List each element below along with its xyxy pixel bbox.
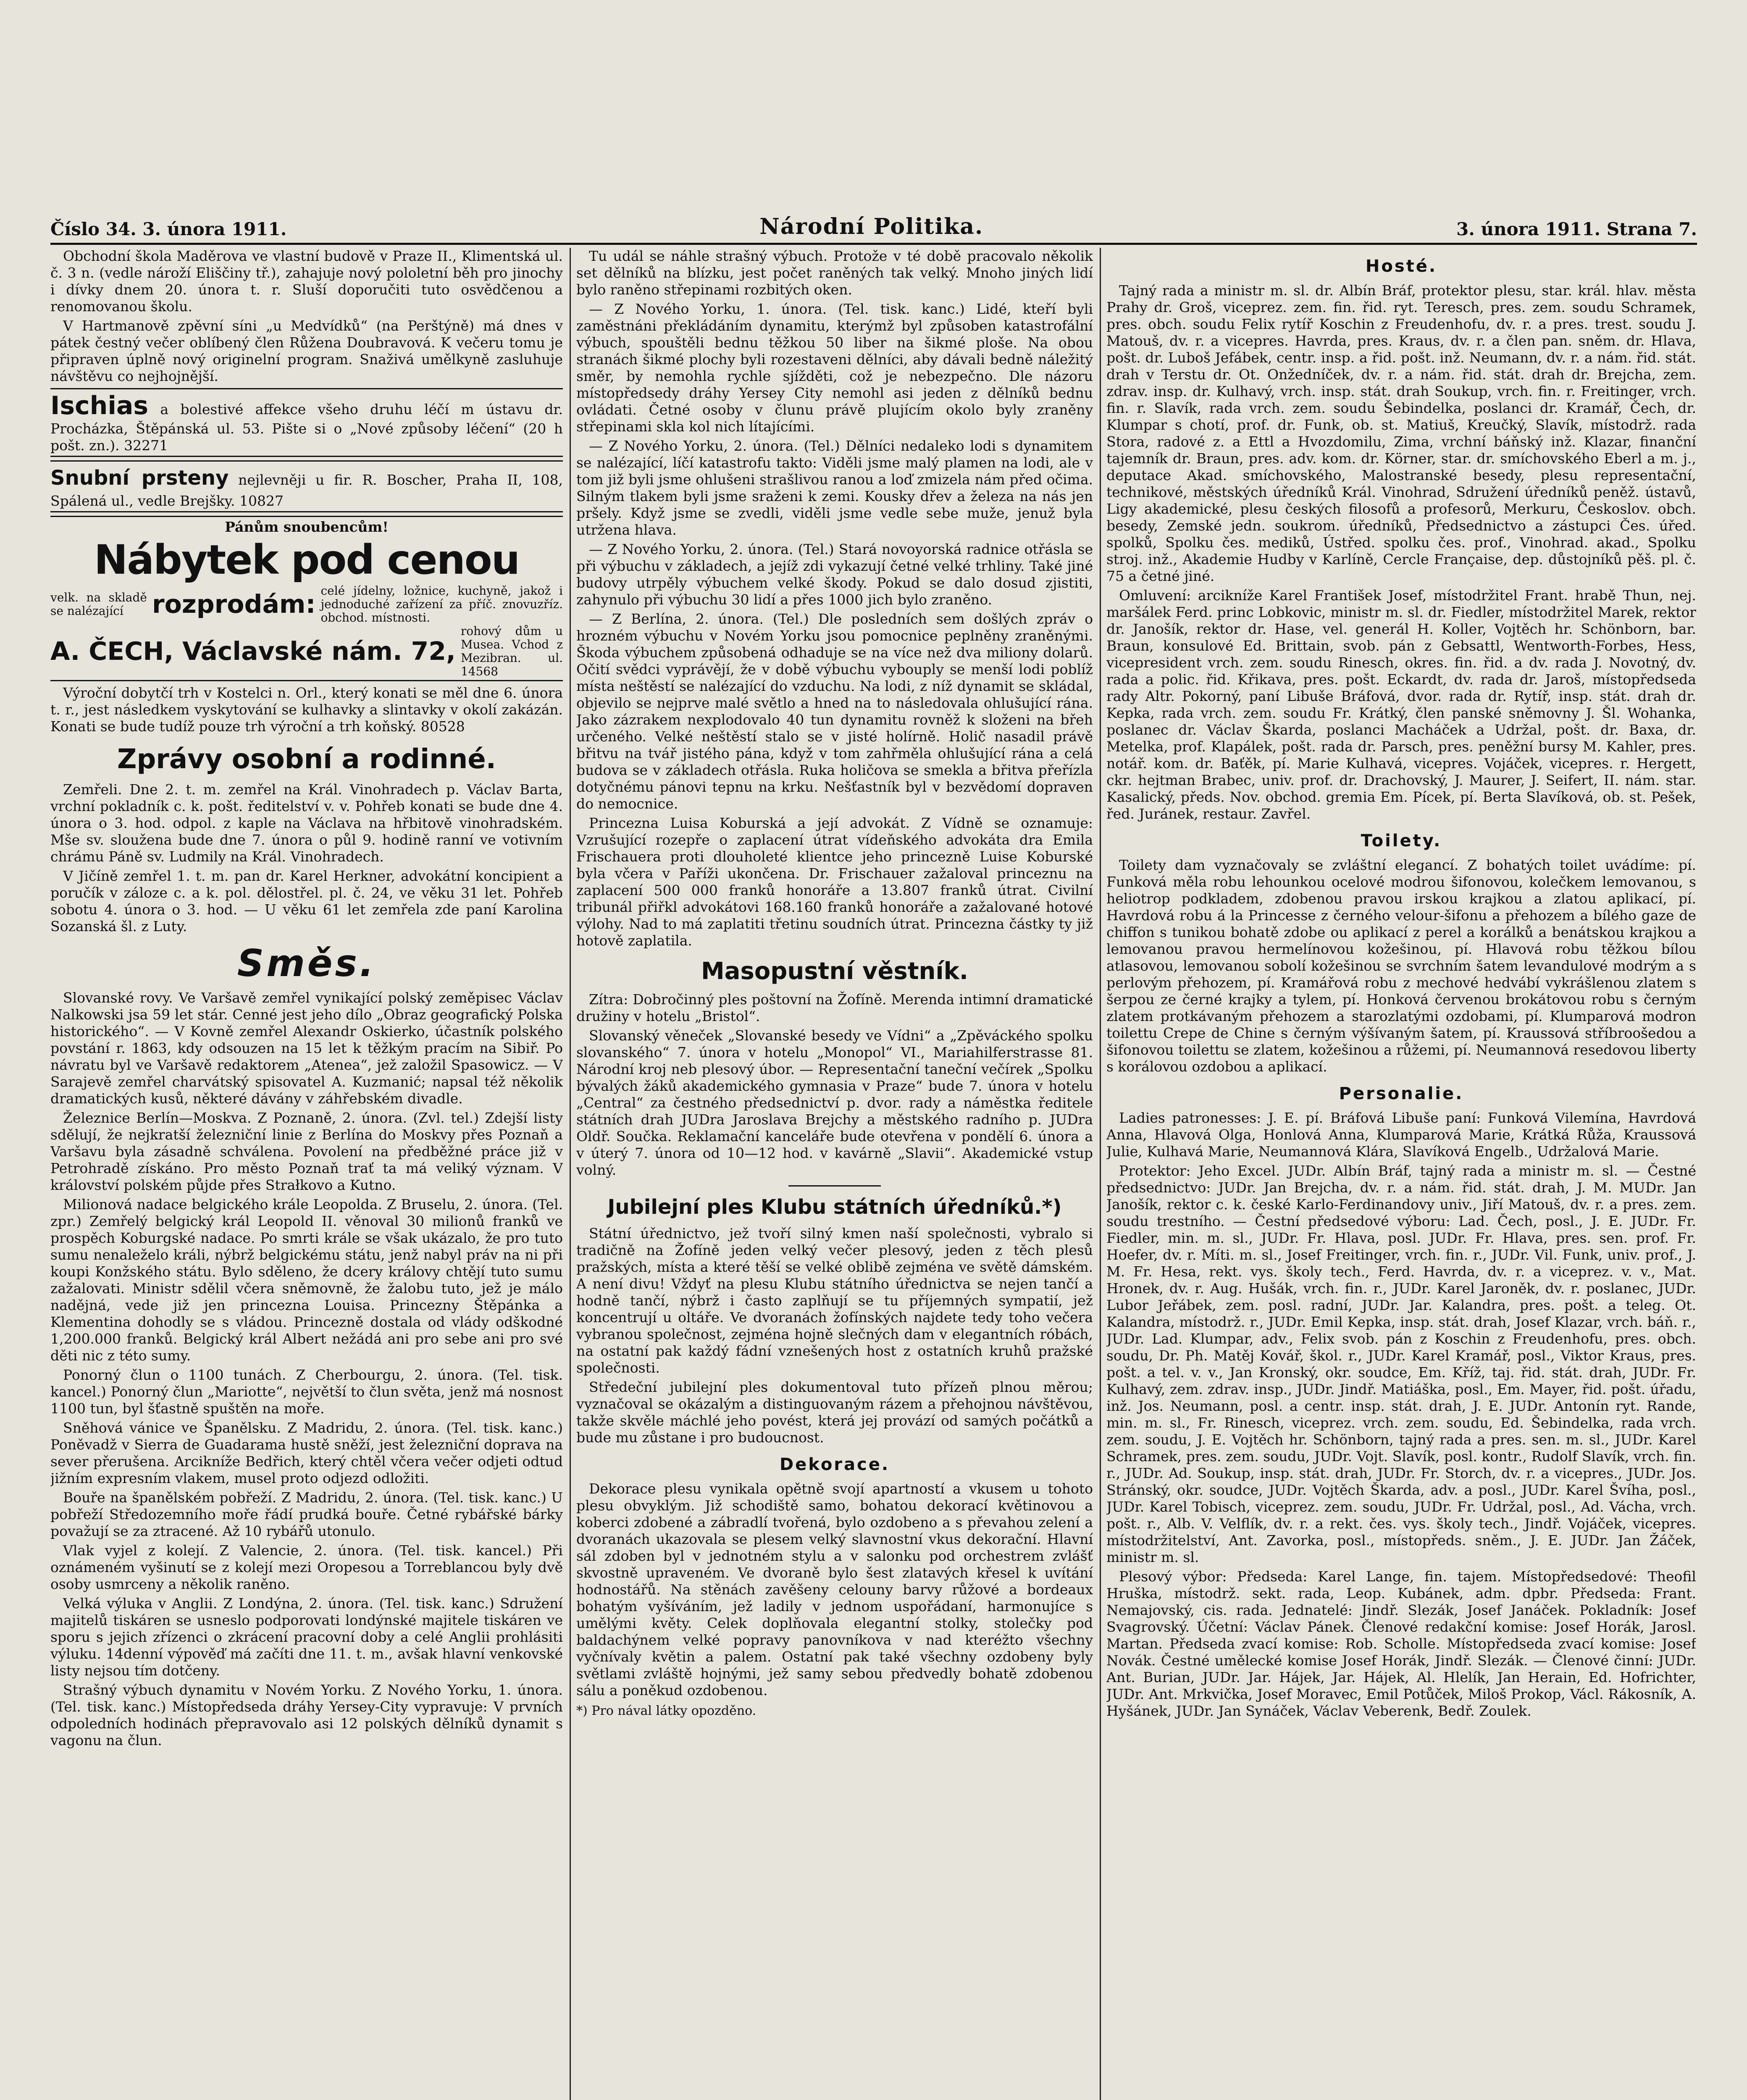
article-toilettes: Toilety dam vyznačovaly se zvláštní elegancí. Z bohatých toilet uvádíme: pí. Funková měla robu lehounkou ocelové modrou šifonovou, kolečkem lemovanou, s heliotrop podkladem, zdobenou pravou irskou krajkou a zlatou aplikací, pí. Havrdová robu á la Princesse z černého velour-šifonu a přehozem a bílého gaze de chiffon s tunikou bohatě zdobe ou aplikací z perel a korálků a benátskou krajkou a lemovanou pravou hermelínovou kožešinou, pí. Hlavová robu těžkou bílou atlasovou, lemovanou sobolí kožešinou se svrchním šatem levandulové modrým a s perlovým přehozem, pí. Kramářová robu z mechové hedvábí vykrášlenou zlatem s šerpou ze černé krajky a tylem, pí. Honková červenou brokátovou robu s černým zlatem protkávaným přehozem a starozlatými ozdobami, pí. Klumparová modron toilettu Crepe de Chine s černým výšívaným šatem, pí. Kraussová stříbroošedou a šifonovou toilettu se zlatem, kožešinou a růžemi, pí. Neumannová resedovou liberty s korálovou ozdobou a aplikací. — [1106, 857, 1696, 1075]
article-cattle-market: Výroční dobytčí trh v Kostelci n. Orl., který konati se měl dne 6. února t. r., jest následkem vyskytování se kulhavky a slintavky v okolí zakázán. Konati se bude tudíž pouze trh výroční a trh koňský. 80528 — [50, 685, 563, 735]
section-title-decoration: Dekorace. — [779, 1455, 890, 1474]
ad-rings-text: nejlevněji u fir. R. Boscher, Praha II, 108, Spálená ul., vedle Brejšky. 10827 — [50, 472, 563, 509]
column-divider-2 — [1100, 248, 1101, 2100]
article-dynamite-3: — Z Nového Yorku, 2. února. (Tel.) Dělníci nedaleko lodi s dynamitem se nalézající, líčí katastrofu takto: Viděli jsme malý plamen na lodi, ale v tom již byli jsme ohlušeni strašlivou ranou a loď zmizela nám před očima. Silným tlakem byli jsme sraženi k zemi. Kousky dřev a železa na nás jen pršely. Když jsme se zvedli, viděli jsme vedle sebe muže, jenuž byla utržena hlava. — [576, 438, 1093, 538]
article-madera-school: Obchodní škola Maděrova ve vlastní budově v Praze II., Klimentská ul. č. 3 n. (vedle nároží Eliščiny tř.), zahajuje nový pololetní běh pro jinochy i dívky dnem 20. února t. r. Sluší doporučiti tuto osvědčenou a renomovanou školu. — [50, 248, 563, 315]
newspaper-title: Národní Politika. — [759, 214, 984, 239]
section-title-guests: Hosté. — [1365, 257, 1437, 276]
ad-furniture-left: velk. na skladě se nalézající — [50, 591, 147, 618]
article-decoration: Dekorace plesu vynikala opětně svojí apartností a vkusem u tohoto plesu obvyklým. Již schodiště samo, bohatou dekorací květinovou a koberci zdobené a zábradlí tvořená, bylo ozdobeno a s převahou zelení a dvoranách ukazovala se plesem velký slavnostní vkus dekorační. Hlavní sál zdoben byl v jednotném stylu a v salonku pod orchestrem zvlášť skvostně upraveném. Ve dvoraně bylo šest zlatavých křesel k uvítání hodnostářů. Na stěnách zavěšeny celouny barvy růžové a bordeaux bohatým vyšíváním, jež ladily v jednom uspořádaní, harmonujíce s umělými květy. Celek doplňovala elegantní stolky, stolečky pod baldachýnem velké popravy panovníkova v nad kteréžto všechny vyčnívaly květin a palem. Ostatní pak také všechny ozdobeny byly světlami zvláště hojnými, jež samy sebou předvedly bohatě zdobenou sálu a poněkud ozdobenou. — [576, 1480, 1093, 1698]
ad-cech-text: rohový dům u Musea. Vchod z Mezibran. ul. 14568 — [460, 624, 563, 678]
footnote: *) Pro nával látky opozděno. — [576, 1704, 757, 1718]
ad-furniture-body — [50, 584, 563, 625]
section-title-personalia: Personalie. — [1339, 1084, 1464, 1103]
article-jubilee-2: Středeční jubilejní ples dokumentoval tuto přízeň plnou měrou; vyznačoval se okázalým a distinguovaným rázem a přehojnou návštěvou, takže skvěle máchlé jeho povést, která jej provází od samých počátků a bude mu zůstane i pro budoucnost. — [576, 1379, 1093, 1446]
article-storm: Bouře na španělském pobřeží. Z Madridu, 2. února. (Tel. tisk. kanc.) U pobřeží Středozemního moře řádí prudká bouře. Četné rybářské bárky považují se za ztracené. Až 10 rybářů utonulo. — [50, 1489, 563, 1539]
article-guests: Tajný rada a ministr m. sl. dr. Albín Bráf, protektor plesu, star. král. hlav. města Prahy dr. Groš, viceprez. zem. fin. řid. ryt. Teresch, pres. zem. soudu Schramek, pres. obch. soudu Felix rytíř Koschin z Freudenhofu, dv. r. a pres. trest. soudu J. Matouš, dv. r. a vicepres. Havrda, pres. Kraus, dv. r. a člen pan. sněm. dr. Hlava, pošt. dr. Luboš Jefábek, centr. insp. a řid. pošt. inž. Neumann, dv. r. a nám. řid. stát. drah v Terstu dr. Ot. Onžedníček, dv. r. a nám. řid. stát. drah dr. Brejcha, zem. zdrav. insp. dr. Kulhavý, vrch. insp. stát. drah Soukup, vrch. fin. r. Freitinger, vrch. fin. r. Slavík, rada vrch. zem. soudu Šebindelka, poslanci dr. Kramář, Čech, dr. Klumpar s chotí, prof. dr. Funk, ob. st. Matiuš, Kreučký, Slavík, místodrž. rada Stora, radové z. a Ettl a Hvozdomilu, Zima, vrchní báňský inž. Klazar, finanční tajemník dr. Braun, pres. adv. kom. dr. Körner, star. dr. smíchovského Eberl a m. j., deputace Akad. smíchovského, Malostranské besedy, plesu representační, technikové, městských úředníků Král. Vinohrad, Sdružení úředníků peněž. ústavů, Ligy akademické, plesu českých filosofů a profesorů, Merkuru, Českoslov. obch. besedy, Zemské jedn. soukrom. úředníků, Předsednictvo a zástupci Čes. úřed. spolků, Spolku čes. mediků, Ústřed. spolku čes. prof., Vinohrad. akad., Spolku stroj. inž., Akademie Hudby v Karlíně, Cercle Française, dep. důstojníků pěš. pl. č. 75 a četné jiné. — [1106, 282, 1696, 584]
section-title-toilettes: Toilety. — [1361, 831, 1442, 850]
article-committee: Plesový výbor: Předseda: Karel Lange, fin. tajem. Místopředsedové: Theofil Hruška, místodrž. sekt. rada, Leop. Kubánek, adm. dpbr. Předseda: Frant. Nemajovský, cis. rada. Jednatelé: Jindř. Slezák, Josef Janáček. Pokladník: Josef Svagrovský. Účetní: Václav Pánek. Členové redakční komise: Josef Horák, Jarosl. Martan. Předseda zvací komise: Rob. Scholle. Místopředseda zvací komise: Josef Novák. Čestné umělecké komise Josef Horák, Jindř. Slezák. — Členové činní: JUDr. Ant. Burian, JUDr. Jar. Hájek, Jar. Hájek, Al. Hlelík, Jan Herain, Ed. Hofrichter, JUDr. Ant. Mrkvička, Josef Moravec, Emil Potůček, Miloš Prokop, Václ. Rákosník, A. Hyšánek, JUDr. Jan Synáček, Václav Veberenk, Bedř. Zoulek. — [1106, 1568, 1696, 1719]
section-title-smes: Směs. — [237, 942, 376, 985]
article-lockout: Velká výluka v Anglii. Z Londýna, 2. února. (Tel. tisk. kanc.) Sdružení majitelů tiskáren se usneslo podporovati londýnské majitele tiskáren ve sporu s jejich zřízenci o zkrácení pracovní doby a celé Anglii prohlásiti výluku. 14denní výpověď má začíti dne 11. t. m., avšak hlavní venkovské listy nejsou tím dotčeny. — [50, 1595, 563, 1679]
article-jubilee-1: Státní úřednictvo, jež tvoří silný kmen naší společnosti, vybralo si tradičně na Žofíně jeden velký večer plesový, jeden z těch plesů pražských, místa a které těší se velké oblibě zejména ve světě dámském. A není divu! Vždyť na plesu Klubu státního úřednictva se nejen tančí a hodně tančí, nýbrž i často zaplňují se tu příjemných sympatií, jež koncentrují u oltáře. Ve dvoranách žofínských najdete tedy toho večera vybranou společnost, zejména hojně slečných dam v elegantních róbách, na ostatní pak každý fádní vznešených host z ostatních kruhů pražské společnosti. — [576, 1225, 1093, 1376]
article-railway: Železnice Berlín—Moskva. Z Poznaně, 2. února. (Zvl. tel.) Zdejší listy sdělují, že nejkratší železniční linie z Berlína do Moskvy přes Poznaň a Varšavu byla zásadně schválena. Povolení na předběžné práce již v Petrohradě získáno. Pro město Poznaň trať ta má veliký význam. V království polském půjde přes Strałkovo a Kutno. — [50, 1110, 563, 1193]
ad-furniture-pre: Pánům snoubencům! — [225, 519, 389, 535]
article-hartman-hall: V Hartmanově zpěvní síni „u Medvídků“ (na Perštýně) má dnes v pátek čestný večer oblíbený člen Růžena Doubravová. K večeru tomu je připraven úplně nový originelní program. Snaživá umělkyně zasluhuje návštěvu co nejhojnější. — [50, 318, 563, 384]
article-dynamite-5: — Z Berlína, 2. února. (Tel.) Dle posledních sem došlých zpráv o hrozném výbuchu v Novém Yorku jsou pomocnice peplněny zraněnými. Škoda výbuchem způsobená odhaduje se na více než dva miliony dolarů. Očití svědci vyprávějí, že v době výbuchu vybouply se menší lodi poblíž místa neštěstí se nalézající do vzduchu. Na lodi, z níž dynamit se skládal, objevilo se nejprve malé světlo a hned na to následovala ohlušující rána. Jako zázrakem nexplodovalo 40 tun dynamitu rovněž k složeni na břeh určeného. Velké neštěstí stalo se v jisté holírně. Holič nasadil právě břitvu na tvář jistého pána, když v tom zahřměla ohlušující rána a celá budova se v základech otřásla. Ruka holičova se smekla a břitva přeřízla dotyčnému pánovi tepnu na krku. Nešťastník byl v bezvědomí dopraven do nemocnice. — [576, 611, 1093, 812]
article-excused: Omluvení: arcikníže Karel František Josef, místodržitel Frant. hrabě Thun, nej. maršálek Ferd. princ Lobkovic, ministr m. sl. dr. Fiedler, místodržitel Marek, rektor dr. Janošík, rektor dr. Hase, vel. generál H. Koller, Vojtěch hr. Schönborn, bar. Braun, konsulové Ed. Brittain, svob. pán z Gebsattl, Wentworth-Forbes, Hess, vicepresident vrch. zem. soudu Rinesch, okres. fin. řid. a dv. rada J. Novotný, dv. rada a polic. řid. Křikava, pres. pošt. Eckardt, dv. rada dr. Jaroš, místopředseda rady Altr. Pokorný, paní Libuše Bráfová, dvor. rada dr. Rytíř, insp. stát. drah dr. Kepka, rada vrch. zem. soudu Fr. Krátký, člen panské sněmovny J. Šl. Wohanka, poslanec dr. Václav Škarda, poslanci Macháček a Udržal, pošt. dr. Baxa, dr. Metelka, prof. Klapálek, pošt. rada dr. Parsch, pres. peněžní bursy M. Kahler, pres. notář. kom. dr. Baťěk, pí. Marie Kulhavá, vicepres. Vojáček, vicepres. r. Hergett, ckr. hejtman Brabec, univ. prof. dr. Drachovský, J. Maurer, J. Seifert, II. nám. star. Kasalický, předs. Nov. obchod. gremia Em. Pícek, pí. Berta Slavíková, ob. st. Pešek, řed. Juránek, restaur. Zavřel. — [1106, 587, 1696, 822]
divider — [788, 1185, 881, 1186]
header-page-number: 3. února 1911. Strana 7. — [1456, 219, 1697, 239]
section-title-personal: Zprávy osobní a rodinné. — [117, 744, 496, 775]
article-dynamite-2: — Z Nového Yorku, 1. února. (Tel. tisk. kanc.) Lidé, kteří byli zaměstnáni překládáním dynamitu, kterýmž byl způsoben katastrofální výbuch, spouštěli bednu těžkou 50 liber na šikmé ploše. Na obou stranách šikmé plochy byli rozestaveni dělníci, aby dávali bedně náležitý směr, by nemohla rychle sjížděti, což je nebezpečno. Dle názoru místopředsedy dráhy Yersey City nemohl asi jeden z dělníků bednu ovládati. Četné osoby v člunu právě plujícím okolo byly zraněny střepinami skla kol nich lítajícími. — [576, 301, 1093, 435]
column-1 — [50, 248, 563, 2100]
ad-furniture-right: celé jídelny, ložnice, kuchyně, jakož i jednoduché zařízení za příč. znovuzříz. obchod. místnosti. — [321, 584, 563, 625]
ad-rings — [50, 460, 563, 512]
column-2 — [576, 248, 1093, 2100]
article-slavic-graves: Slovanské rovy. Ve Varšavě zemřel vynikající polský zeměpisec Václav Nalkowski jsa 59 let stár. Cenné jest jeho dílo „Obraz geografický Polska historického“. — V Kovně zemřel Alexandr Oskierko, účastník polského povstání r. 1863, kdy odsouzen na 15 let k těžkým pracím na Sibiř. Po návratu byl ve Varšavě redaktorem „Atenea“, jež založil Spasowicz. — V Sarajevě zemřel charvátský spisovatel A. Kuzmanić; napsal též několik dramatických kusů, některé dávány v záhřebském divadle. — [50, 990, 563, 1107]
ad-furniture-mid: rozprodám: — [152, 590, 316, 619]
article-deaths-1: Zemřeli. Dne 2. t. m. zemřel na Král. Vinohradech p. Václav Barta, vrchní pokladník c. k. pošt. ředitelství v. v. Pohřeb konati se bude dne 4. února o 3. hod. odpol. z kaple na Václava na hřbitově vinohradském. Mše sv. sloužena bude dne 7. února o půl 9. hodině ranní ve votivním chrámu Páně sv. Ludmily na Král. Vinohradech. — [50, 781, 563, 865]
section-title-carnival: Masopustní věstník. — [701, 958, 969, 985]
column-divider-1 — [570, 248, 571, 2100]
header-rule — [50, 243, 1697, 245]
ad-furniture — [50, 516, 563, 681]
header-issue-date: Číslo 34. 3. února 1911. — [50, 219, 287, 239]
ad-ischias-title: Ischias — [50, 391, 149, 420]
article-deaths-2: V Jičíně zemřel 1. t. m. pan dr. Karel Herkner, advokátní koncipient a poručík v záloze c. a k. pol. dělostřel. pl. č. 24, ve věku 31 let. Pohřeb sobotu 4. února o 3. hod. — U věku 61 let zemřela zde paní Karolina Sozanská šl. z Luty. — [50, 868, 563, 934]
section-title-jubilee: Jubilejní ples Klubu státních úředníků.*) — [607, 1195, 1062, 1219]
ad-furniture-title: Nábytek pod cenou — [94, 536, 520, 583]
page-header — [50, 214, 1697, 239]
article-protector: Protektor: Jeho Excel. JUDr. Albín Bráf, tajný rada a ministr m. sl. — Čestné předsednictvo: JUDr. Jan Brejcha, dv. r. a nám. řid. stát. drah, J. M. MUDr. Jan Janošík, rektor c. k. české Karlo-Ferdinandovy univ., Jiří Matouš, dv. r. a pres. zem. soudu trestního. — Čestní předsedové výboru: Lad. Čech, posl., J. E. JUDr. Fr. Fiedler, min. m. sl., JUDr. Fr. Hlava, posl. JUDr. Fr. Hlava, pres. sen. prof. Fr. Hoefer, dv. r. Míti. m. sl., Josef Freitinger, vrch. fin. r., JUDr. Vil. Funk, univ. prof., J. M. Fr. Hesa, rekt. vys. školy tech., Ferd. Havrda, dv. r. a viceprez. v. v., Mat. Hronek, dv. r. Aug. Hušák, vrch. fin. r., JUDr. Karel Jaroněk, dv. r. poslanec, JUDr. Lubor Jeřábek, zem. posl. radní, JUDr. Jar. Kalandra, pres. pošt. a teleg. Ot. Kalandra, místodrž. r., JUDr. Emil Kepka, insp. stát. drah, Josef Klazar, vrch. báň. r., JUDr. Lad. Klumpar, adv., Felix svob. pán z Koschin z Freudenhofu, pres. obch. soudu, Dr. Ph. Matěj Kovář, škol. r., JUDr. Karel Kramář, posl., Viktor Kraus, pres. pošt. a tel. v. v., Jan Kronský, okr. soudce, Em. Kříž, taj. řid. stát. drah, JUDr. Fr. Kulhavý, zem. zdrav. insp., JUDr. Jindř. Matiáška, posl., Em. Mayer, řid. pošt. úřadu, inž. Jos. Neumann, posl. a centr. insp. stát. drah, J. E. JUDr. Antonín ryt. Rande, min. m. sl., Fr. Rinesch, viceprez. vrch. zem. soudu, Ed. Šebindelka, rada vrch. zem. soudu, J. E. Vojtěch hr. Schönborn, tajný rada a pres. sen. m. sl., JUDr. Karel Schramek, pres. zem. soudu, JUDr. Vojt. Slavík, posl. kontr., Rudolf Slavík, vrch. fin. r., JUDr. Ad. Soukup, insp. stát. drah, JUDr. Fr. Storch, dv. r. a vicepres., JUDr. Jos. Stránský, okr. soudce, JUDr. Vojtěch Škarda, adv. a posl., JUDr. Karel Švíha, posl., JUDr. Karel Tobisch, viceprez. zem. soudu, JUDr. Fr. Udržal, posl., Ad. Vácha, vrch. pošt. r., Alb. V. Velflík, dv. r. a rekt. čes. vys. školy tech., Jindř. Vojáček, vicepres. místodržitelství, Ant. Zavorka, posl., místopředs. sněm., J. E. JUDr. Jan Žáček, ministr m. sl. — [1106, 1163, 1696, 1565]
article-carnival-2: Slovanský věneček „Slovanské besedy ve Vídni“ a „Zpěváckého spolku slovanského“ 7. února v hotelu „Monopol“ VI., Mariahilferstrasse 81. Národní kroj neb plesový úbor. — Representační taneční večírek „Spolku bývalých žáků akademického gymnasia v Praze“ bude 7. února v hotelu „Central“ za čestného předsednictví p. dvor. rady a náměstka ředitele státních drah JUDra Jaroslava Brejchy a městského radního p. JUDra Oldř. Součka. Reklamační kanceláře bude otevřena v pondělí 6. února a v úterý 7. února od 10—12 hod. v kavárně „Slavii“. Akademické vstup volný. — [576, 1027, 1093, 1178]
article-dynamite-4: — Z Nového Yorku, 2. února. (Tel.) Stará novoyorská radnice otřásla se při výbuchu v základech, a jejíž zdi vykazují četné velké trhliny. Také jiné budovy utrpěly výbuchem velké škody. Pokud se dalo dosud zjistiti, zahynulo při výbuchu 30 lidí a přes 1000 jich bylo zraněno. — [576, 541, 1093, 608]
ad-ischias — [50, 388, 563, 457]
ad-cech-title: A. ČECH, Václavské nám. 72, — [50, 637, 456, 666]
article-leopold-foundation: Milionová nadace belgického krále Leopolda. Z Bruselu, 2. února. (Tel. zpr.) Zemřelý belgický král Leopold II. věnoval 30 milionů franků ve prospěch Koburgské nadace. Po smrti krále se však ukázalo, že pro tuto sumu nenaleželo králi, nýbrž belgickému státu, jenž nabyl práv na ni při koupi Konžského státu. Bylo sděleno, že dcery královy chtějí tuto sumu zažalovati. Ministr sdělil včera sněmovně, že žalobu tuto, jež je málo nadějná, vede již jen princezna Louisa. Princezny Štěpánka a Klementina dohodly se s vládou. Princezně dostala od vlády odškodné 1,200.000 franků. Belgický král Albert nežádá ani pro sebe ani pro své děti nic z této sumy. — [50, 1196, 563, 1364]
article-submarine: Ponorný člun o 1100 tunách. Z Cherbourgu, 2. února. (Tel. tisk. kancel.) Ponorný člun „Mariotte“, největší to člun světa, jenž má nosnost 1100 tun, byl šťastně spuštěn na moře. — [50, 1367, 563, 1417]
article-princess-luisa: Princezna Luisa Koburská a její advokát. Z Vídně se oznamuje: Vzrušující rozepře o zaplacení útrat vídeňského advokáta dra Emila Frischauera proti dlouholeté klientce jeho princezně Luise Koburské byla včera v Paříži ukončena. Dr. Frischauer zažaloval princeznu na zaplacení 500 000 franků honoráře a 13.807 franků útrat. Civilní tribunál přiřkl advokátovi 168.160 franků honoráře a zažalované hotové výlohy. Nad to má zaplatiti třetinu soudních útrat. Princezna částky ty již hotově zaplatila. — [576, 815, 1093, 949]
article-train: Vlak vyjel z kolejí. Z Valencie, 2. února. (Tel. tisk. kancel.) Při oznámeném vyšinutí se z kolejí mezi Oropesou a Torreblancou byly dvě osoby usmrceny a několik raněno. — [50, 1542, 563, 1592]
article-dynamite-cont: Tu udál se náhle strašný výbuch. Protože v té době pracovalo několik set dělníků na blízku, jest počet raněných tak velký. Mnoho jiných lidí bylo raněno střepinami rozbitých oken. — [576, 248, 1093, 298]
article-patronesses: Ladies patronesses: J. E. pí. Bráfová Libuše paní: Funková Vilemína, Havrdová Anna, Hlavová Olga, Honlová Anna, Klumparová Marie, Krátká Růža, Kraussová Julie, Kulhavá Marie, Neumannová Klára, Slavíková Engelb., Udržalová Marie. — [1106, 1110, 1696, 1160]
ad-rings-title: Snubní prsteny — [50, 466, 229, 490]
ad-cech — [50, 625, 563, 678]
article-carnival-1: Zítra: Dobročinný ples poštovní na Žofíně. Merenda intimní dramatické družiny v hotelu „Bristol“. — [576, 991, 1093, 1024]
article-snowstorm: Sněhová vánice ve Španělsku. Z Madridu, 2. února. (Tel. tisk. kanc.) Poněvadž v Sierra de Guadarama hustě sněží, jest železniční doprava na sever přerušena. Arcikníže Bedřich, který chtěl včera večer odjeti odtud jižním expresním vlakem, musel proto odjezd odložiti. — [50, 1420, 563, 1486]
article-dynamite-1: Strašný výbuch dynamitu v Novém Yorku. Z Nového Yorku, 1. února. (Tel. tisk. kanc.) Místopředseda dráhy Yersey-City vypravuje: V prvních odpoledních hodinách přepravovalo asi 12 polských dělníků dynamit s vagonu na člun. — [50, 1682, 563, 1748]
ad-ischias-text: a bolestivé affekce všeho druhu léčí m ústavu dr. Procházka, Štěpánská ul. 53. Pište si o „Nové způsoby léčení“ (20 h pošt. zn.). 32271 — [50, 401, 563, 454]
column-3 — [1106, 248, 1696, 2100]
